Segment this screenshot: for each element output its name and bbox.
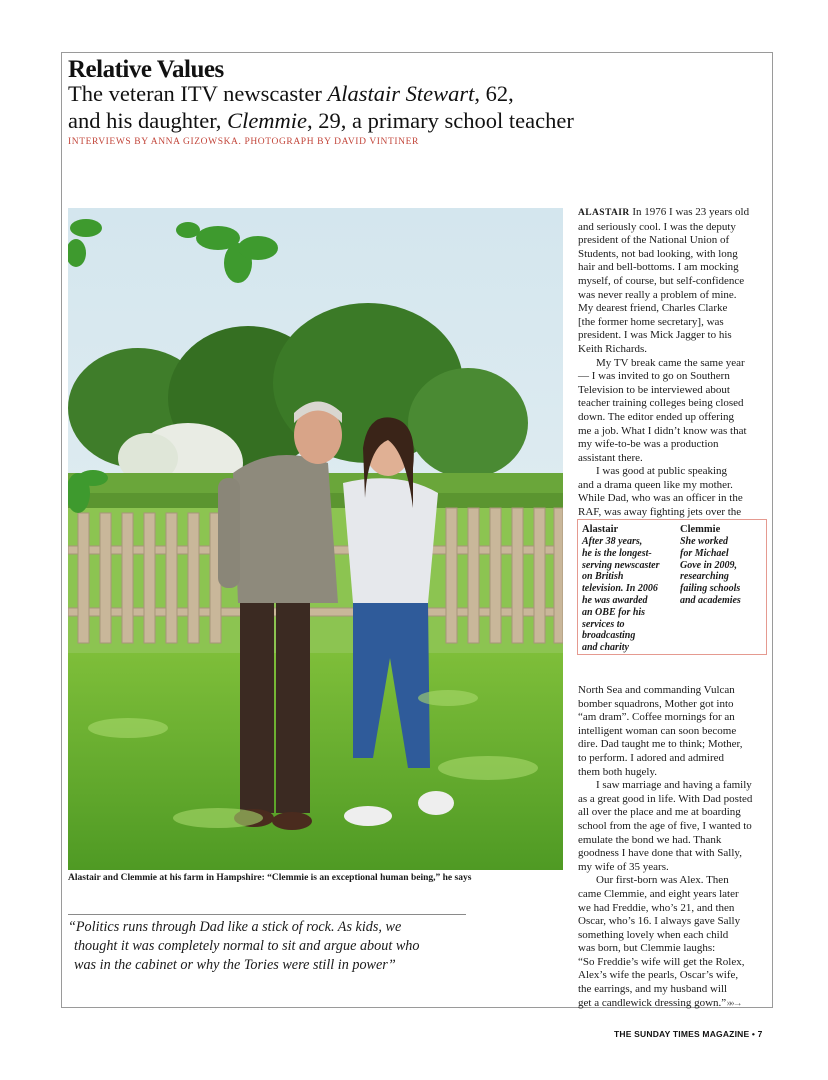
pull-quote-line: “Politics runs through Dad like a stick of rock. As kids, we [68,919,402,935]
article-line: was born, but Clemmie laughs: [578,942,716,955]
headline-text: The veteran ITV newscaster [68,81,328,106]
headline-text: and his daughter, [68,108,228,133]
byline-credit: INTERVIEWS BY ANNA GIZOWSKA. PHOTOGRAPH BY DAVID VINTINER [68,137,419,147]
profile-infobox [577,519,767,655]
article-line: “am dram”. Coffee mornings for an [578,711,735,724]
photo-caption: Alastair and Clemmie at his farm in Hampshire: “Clemmie is an exceptional human being,” he says [68,873,472,883]
article-line: myself, of course, but self-confidence [578,274,745,287]
article-line: my wife-to-be was a production [578,438,719,451]
pull-quote [68,918,468,975]
article-line: goodness I have done that with Sally, [578,847,742,860]
article-line: teacher training colleges being closed [578,397,744,410]
infobox-line: Gove in 2009, [680,559,737,571]
article-line: Our first-born was Alex. Then [596,874,729,887]
article-line: came Clemmie, and eight years later [578,887,739,900]
article-line: My TV break came the same year [596,356,745,369]
continue-arrow-icon: »»→ [726,997,741,1009]
infobox-name: Alastair [582,524,619,535]
infobox-line: researching [680,571,729,583]
article-line: assistant there. [578,451,643,464]
article-line: get a candlewick dressing gown.” [578,996,727,1009]
article-line: bomber squadrons, Mother got into [578,697,734,710]
infobox-clemmie [680,523,764,607]
article-line: Alex’s wife the pearls, Oscar’s wife, [578,969,739,982]
article-column-bottom [578,684,764,1010]
article-line: me a job. What I didn’t know was that [578,424,747,437]
section-kicker: Relative Values [68,56,224,83]
article-line: president. I was Mick Jagger to his [578,329,732,342]
article-line: RAF, was away fighting jets over the [578,506,742,519]
infobox-line: She worked [680,536,729,547]
article-line: and seriously cool. I was the deputy [578,220,736,233]
article-line: intelligent woman can soon become [578,724,737,737]
article-line: we had Freddie, who’s 21, and then [578,901,735,914]
article-line: Oscar, who’s 16. I always gave Sally [578,915,741,928]
article-line: My dearest friend, Charles Clarke [578,302,728,315]
article-line: In 1976 I was 23 years old [632,206,750,218]
photo-illustration [68,208,563,870]
article-line: I was good at public speaking [596,465,728,478]
infobox-line: he was awarded [582,594,648,606]
article-line: all over the place and me at boarding [578,806,741,819]
infobox-line: After 38 years, [582,536,643,547]
infobox-line: serving newscaster [582,559,660,571]
infobox-line: and charity [582,642,629,654]
article-line: president of the National Union of [578,234,730,247]
headline-text: , 62, [474,81,514,106]
article-paragraph [578,779,764,874]
article-line: school from the age of five, I wanted to [578,819,752,832]
article-line: them both hugely. [578,765,658,778]
headline-name: Alastair Stewart [327,81,475,106]
article-line: as a great good in life. With Dad posted [578,792,753,805]
article-paragraph [578,465,764,519]
infobox-text [582,536,672,654]
speaker-label: ALASTAIR [578,208,633,218]
article-column-top [578,206,764,520]
infobox-line: services to [582,618,625,630]
article-line: I saw marriage and having a family [596,779,752,792]
article-line: North Sea and commanding Vulcan [578,684,735,696]
article-line: down. The editor ended up offering [578,410,734,423]
infobox-text [680,536,764,607]
article-paragraph [578,357,764,466]
headline [68,80,708,134]
infobox-line: television. In 2006 [582,583,658,595]
infobox-line: failing schools [680,583,741,595]
article-line: [the former home secretary], was [578,315,724,328]
infobox-line: an OBE for his [582,606,646,618]
article-line: my wife of 35 years. [578,860,669,873]
article-line: to perform. I adored and admired [578,751,724,764]
article-paragraph [578,684,764,779]
article-line: and a drama queen like my mother. [578,478,733,491]
infobox-line: broadcasting [582,630,636,642]
article-line: dire. Dad taught me to think; Mother, [578,738,743,751]
feature-photograph [68,208,563,870]
article-line: “So Freddie’s wife will get the Rolex, [578,955,745,968]
infobox-line: he is the longest- [582,547,652,559]
article-line: hair and bell-bottoms. I am mocking [578,261,739,274]
infobox-alastair [582,523,672,654]
infobox-line: and academies [680,594,741,606]
article-line: was never really a problem of mine. [578,288,737,301]
infobox-name: Clemmie [680,524,721,535]
article-paragraph [578,206,764,357]
infobox-line: for Michael [680,547,729,559]
pull-quote-line: thought it was completely normal to sit and argue about who [74,938,420,954]
article-line: something lovely when each child [578,928,729,941]
pull-quote-line: was in the cabinet or why the Tories were still in power” [74,957,396,973]
headline-text: , 29, a primary school teacher [307,108,574,133]
article-line: the earrings, and my husband will [578,983,728,996]
infobox-line: on British [582,571,624,583]
article-line: emulate the bond we had. Thank [578,833,722,846]
article-line: Keith Richards. [578,342,648,355]
article-line: Students, not bad looking, with long [578,247,738,260]
page-footer: THE SUNDAY TIMES MAGAZINE • 7 [614,1029,763,1039]
article-line: While Dad, who was an officer in the [578,492,743,505]
headline-name: Clemmie [227,108,308,133]
article-line: Television to be interviewed about [578,383,730,396]
article-paragraph [578,874,764,1010]
pull-quote-rule [68,914,466,915]
article-line: — I was invited to go on Southern [578,370,730,383]
